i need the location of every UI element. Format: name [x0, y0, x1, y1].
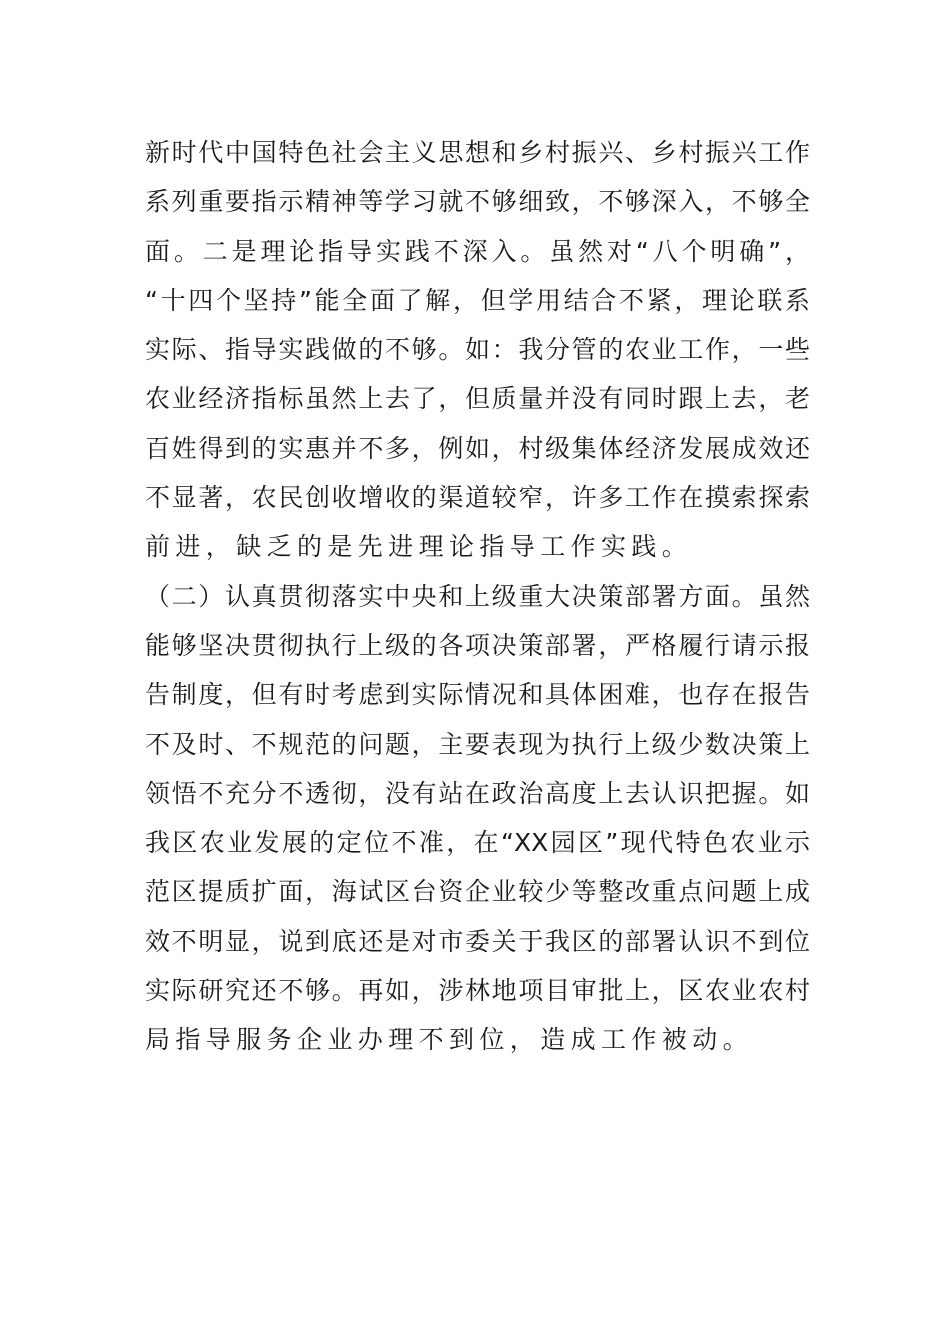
text-line: 系列重要指示精神等学习就不够细致，不够深入，不够全 — [145, 187, 810, 217]
text-line: 面。二是理论指导实践不深入。虽然对“八个明确”， — [145, 236, 810, 266]
text-line: 新时代中国特色社会主义思想和乡村振兴、乡村振兴工作 — [145, 138, 810, 167]
text-line: 告制度，但有时考虑到实际情况和具体困难，也存在报告 — [145, 680, 810, 710]
text-line: 实际研究还不够。再如，涉林地项目审批上，区农业农村 — [145, 976, 810, 1006]
text-line: 百姓得到的实惠并不多，例如，村级集体经济发展成效还 — [145, 433, 810, 463]
text-line: 效不明显，说到底还是对市委关于我区的部署认识不到位 — [145, 926, 810, 956]
text-line: 实际、指导实践做的不够。如：我分管的农业工作，一些 — [145, 335, 810, 365]
text-line: 范区提质扩面，海试区台资企业较少等整改重点问题上成 — [145, 877, 810, 907]
text-line: 不及时、不规范的问题，主要表现为执行上级少数决策上 — [145, 729, 810, 759]
text-line: 前进，缺乏的是先进理论指导工作实践。 — [145, 532, 693, 562]
text-line: 领悟不充分不透彻，没有站在政治高度上去认识把握。如 — [145, 778, 810, 808]
text-line: 我区农业发展的定位不准，在“XX园区”现代特色农业示 — [145, 828, 810, 858]
text-line: （二）认真贯彻落实中央和上级重大决策部署方面。虽然 — [145, 581, 810, 611]
text-line: 能够坚决贯彻执行上级的各项决策部署，严格履行请示报 — [145, 630, 810, 660]
text-line: 农业经济指标虽然上去了，但质量并没有同时跟上去，老 — [145, 384, 810, 414]
text-line: 不显著，农民创收增收的渠道较窄，许多工作在摸索探索 — [145, 483, 810, 513]
text-line: “十四个坚持”能全面了解，但学用结合不紧，理论联系 — [145, 285, 810, 315]
body-text — [145, 128, 810, 1065]
text-line: 局指导服务企业办理不到位，造成工作被动。 — [145, 1025, 754, 1055]
